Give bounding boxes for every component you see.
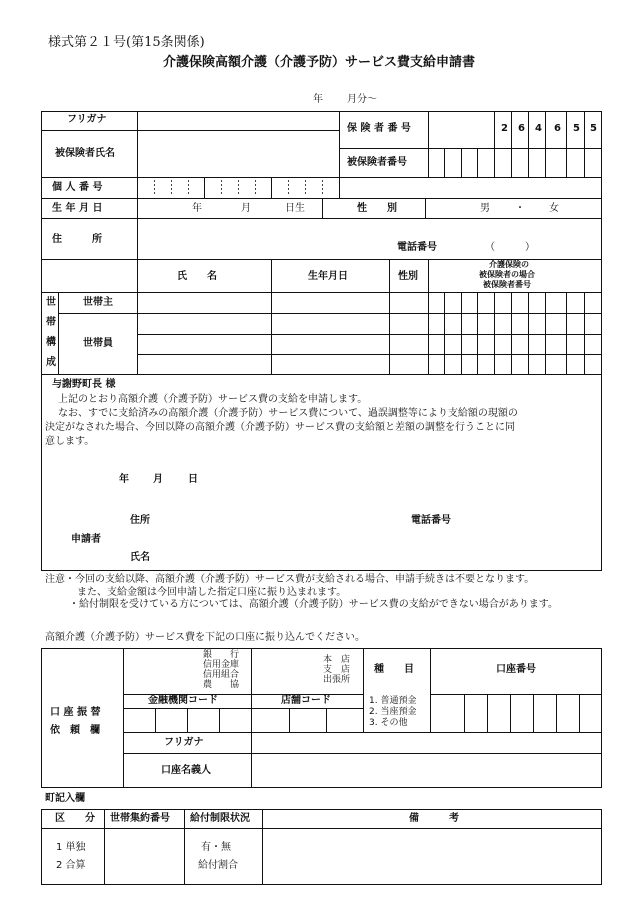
office-single: 1 単独 xyxy=(56,842,86,853)
household-col-sex: 性別 xyxy=(398,271,418,282)
office-col-category: 区 分 xyxy=(55,813,95,824)
kind-label: 種 目 xyxy=(374,664,414,675)
insurer-number-digit: 6 xyxy=(518,123,525,134)
insurer-number-digit: 5 xyxy=(573,123,580,134)
period-month: 月分～ xyxy=(347,94,377,105)
household-col-number-1: 介護保険の xyxy=(489,260,529,269)
office-col-remarks: 備 考 xyxy=(409,813,459,824)
household-member-label: 世帯員 xyxy=(83,338,113,349)
kind-option-2[interactable]: 2. 当座預金 xyxy=(369,707,417,717)
household-side-2: 帯 xyxy=(46,317,56,328)
inst-type-shinkin: 信用金庫 xyxy=(203,660,240,670)
sex-separator: ・ xyxy=(515,203,525,214)
household-col-number-3: 被保険者番号 xyxy=(483,280,531,289)
phone-paren: （ ） xyxy=(485,242,535,253)
insurer-number-digit: 2 xyxy=(501,123,508,134)
application-para2-line3: 意します。 xyxy=(45,436,95,447)
applicant-label: 申請者 xyxy=(71,534,101,545)
note-line3: ・給付制限を受けている方については、高額介護（介護予防）サービス費の支給ができない場合があります。 xyxy=(69,599,558,610)
birth-label: 生 年 月 日 xyxy=(52,203,103,214)
office-col-restriction: 給付制限状況 xyxy=(190,813,250,824)
inst-type-bank: 銀 行 xyxy=(203,650,240,660)
account-holder-label: 口座名義人 xyxy=(161,765,211,776)
applicant-phone-label: 電話番号 xyxy=(411,515,451,526)
note-line1: 注意・今回の支給以降、高額介護（介護予防）サービス費が支給される場合、申請手続きは不要となります。 xyxy=(45,574,535,585)
branch-type-main: 本 店 xyxy=(323,655,351,665)
birth-month: 月 xyxy=(241,203,251,214)
sex-male[interactable]: 男 xyxy=(480,203,490,214)
applicant-address-label: 住所 xyxy=(130,515,150,526)
branch-type-sub: 出張所 xyxy=(323,675,351,685)
period-year: 年 xyxy=(313,94,323,105)
bank-instruction: 高額介護（介護予防）サービス費を下記の口座に振り込んでください。 xyxy=(45,632,365,643)
insured-name-input[interactable] xyxy=(139,132,337,176)
insurer-number-digit: 6 xyxy=(554,123,561,134)
account-holder-input[interactable] xyxy=(253,755,599,786)
household-side-3: 構 xyxy=(46,337,56,348)
application-para1: 上記のとおり高額介護（介護予防）サービス費の支給を申請します。 xyxy=(58,394,368,405)
sex-female[interactable]: 女 xyxy=(549,203,559,214)
furigana-input[interactable] xyxy=(139,113,337,129)
bank-side-label-1: 口 座 振 替 xyxy=(50,707,101,718)
insured-number-label: 被保険者番号 xyxy=(347,157,407,168)
application-para2-line1: なお、すでに支給済みの高額介護（介護予防）サービス費について、過誤調整等により支給額の現額の xyxy=(58,408,518,419)
account-number-label: 口座番号 xyxy=(496,664,536,675)
office-title: 町記入欄 xyxy=(45,793,85,804)
addressee: 与謝野町長 様 xyxy=(52,379,116,390)
household-side-4: 成 xyxy=(46,357,56,368)
insured-name-label: 被保険者氏名 xyxy=(55,148,115,159)
bank-side-label-2: 依 頼 欄 xyxy=(50,725,100,736)
office-col-household-no: 世帯集約番号 xyxy=(110,813,170,824)
applicant-name-input[interactable] xyxy=(155,547,455,565)
application-para2-line2: 決定がなされた場合、今回以降の高額介護（介護予防）サービス費の支給額と差額の調整を行うことに同 xyxy=(45,422,515,433)
applicant-address-input[interactable] xyxy=(155,510,395,528)
insurer-number-digit: 4 xyxy=(535,123,542,134)
application-date-day: 日 xyxy=(188,474,198,485)
kind-option-1[interactable]: 1. 普通預金 xyxy=(369,696,417,706)
household-col-number-2: 被保険者の場合 xyxy=(479,270,535,279)
inst-type-kumiai: 信用組合 xyxy=(203,670,240,680)
furigana-label: フリガナ xyxy=(67,114,107,125)
office-benefit-ratio: 給付割合 xyxy=(198,860,238,871)
household-col-birth: 生年月日 xyxy=(308,271,348,282)
branch-type-branch: 支 店 xyxy=(323,665,351,675)
household-col-name: 氏 名 xyxy=(177,271,217,282)
form-number: 様式第２１号(第15条関係) xyxy=(48,35,205,50)
birth-day: 日生 xyxy=(285,203,305,214)
household-side-1: 世 xyxy=(46,297,56,308)
office-combined: 2 合算 xyxy=(56,860,86,871)
insurer-number-label: 保 険 者 番 号 xyxy=(347,123,411,134)
inst-type-nokyo: 農 協 xyxy=(203,680,240,690)
note-line2: また、支給金額は今回申請した指定口座に振り込まれます。 xyxy=(77,587,347,598)
application-date-month: 月 xyxy=(153,474,163,485)
phone-label: 電話番号 xyxy=(397,242,437,253)
address-label: 住 所 xyxy=(52,234,102,245)
kind-option-3[interactable]: 3. その他 xyxy=(369,718,408,728)
office-restriction-value: 有・無 xyxy=(201,842,231,853)
birth-year: 年 xyxy=(192,203,202,214)
mynumber-input[interactable] xyxy=(139,179,337,197)
application-date-year: 年 xyxy=(119,474,129,485)
mynumber-label: 個 人 番 号 xyxy=(52,182,103,193)
account-furigana-label: フリガナ xyxy=(164,737,204,748)
insurer-number-digit: 5 xyxy=(590,123,597,134)
branch-code-label: 店舗コード xyxy=(281,695,331,706)
bank-code-label: 金融機関コード xyxy=(148,695,218,706)
account-furigana-input[interactable] xyxy=(253,734,599,752)
household-head-label: 世帯主 xyxy=(83,297,113,308)
sex-label: 性 別 xyxy=(357,203,397,214)
form-title: 介護保険高額介護（介護予防）サービス費支給申請書 xyxy=(163,55,476,70)
applicant-name-label: 氏名 xyxy=(130,552,150,563)
